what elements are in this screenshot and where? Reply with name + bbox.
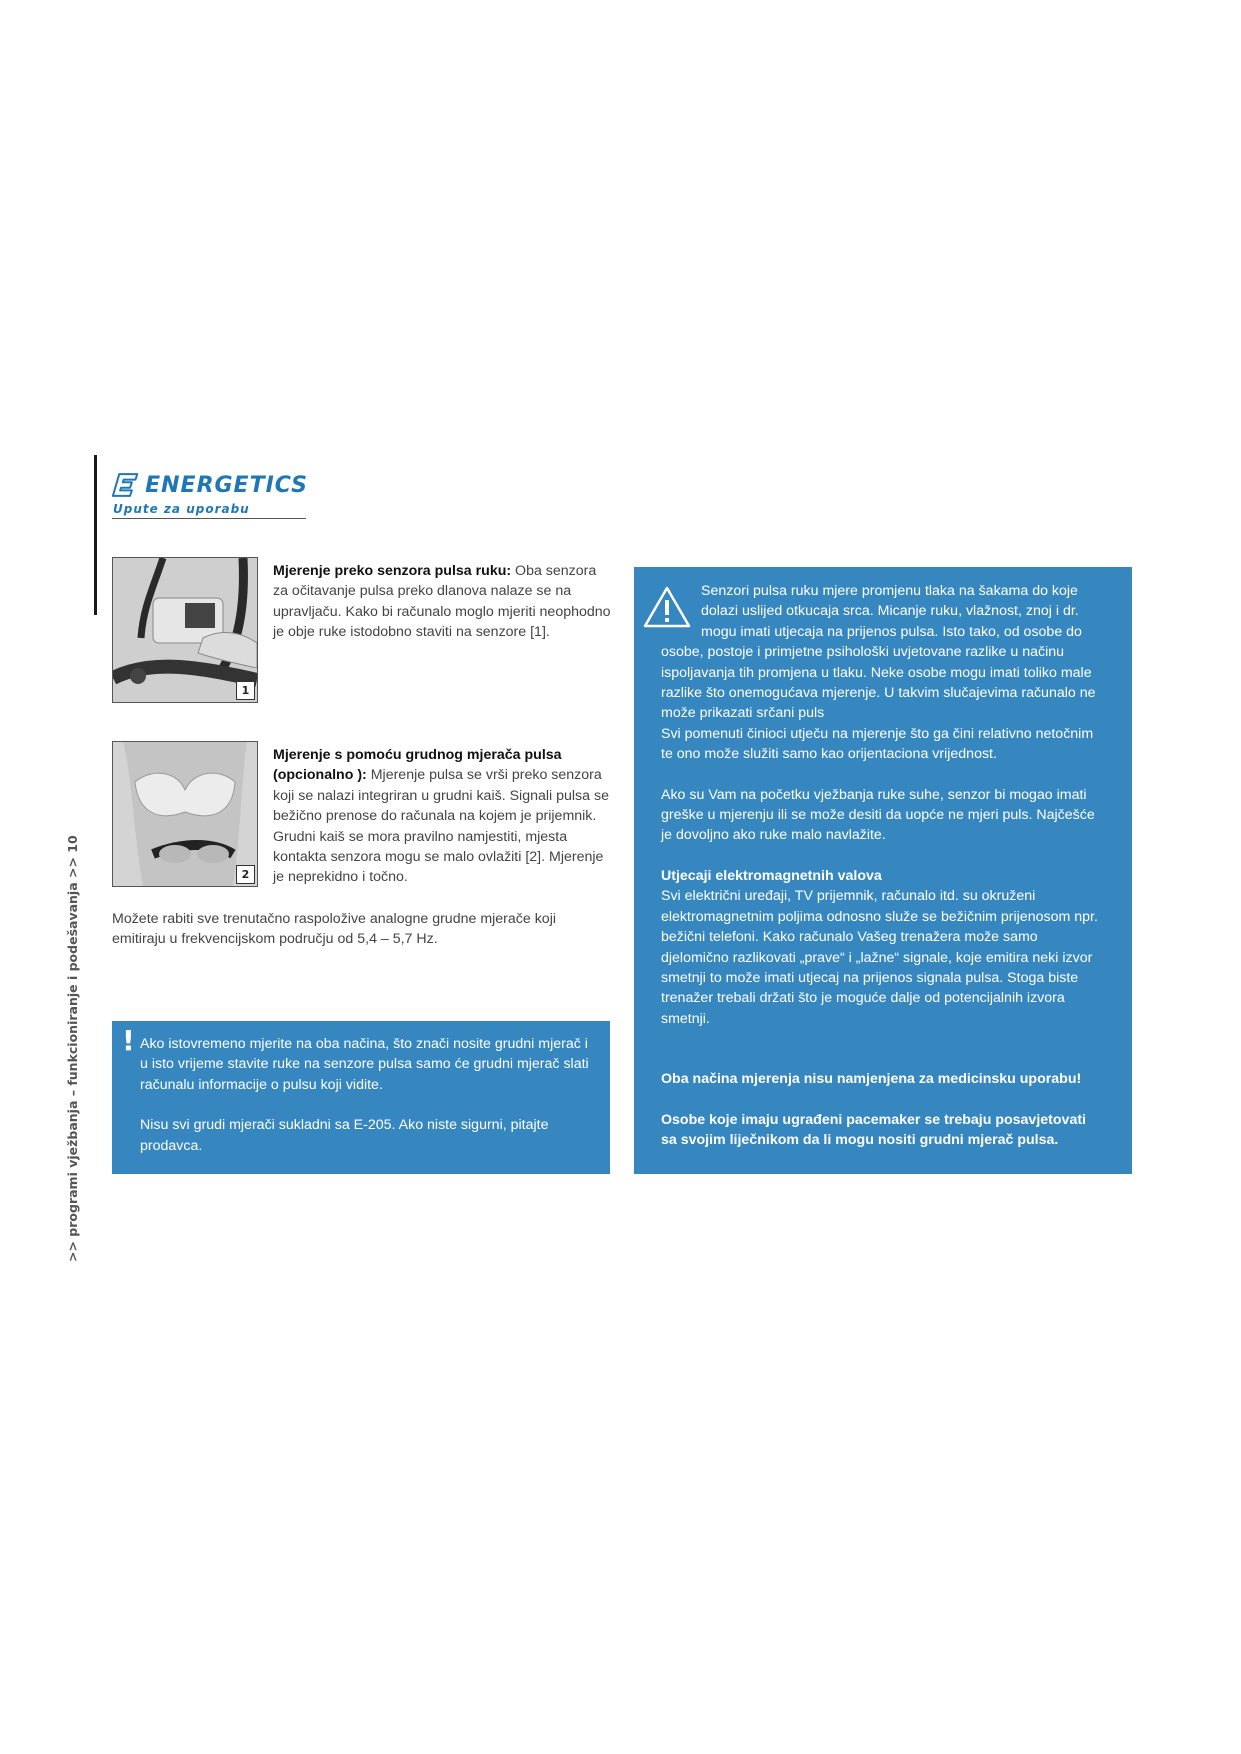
warning-para-1: Senzori pulsa ruku mjere promjenu tlaka na šakama do koje dolazi uslijed otkucaja srca. Micanje ruku, vlažnost, znoj i dr. mogu imati utjecaja na prijenos pulsa. Isto tako, od osobe do osobe, postoje i primjetne psihološki uvjetovane razlike u načinu ispoljavanja tih promjena u tlaku. Neke osobe mogu imati toliko male razlike što onemogućava mjerenje. U takvim slučajevima računalo ne može prikazati srčani puls (661, 583, 1096, 722)
notice-box (112, 1021, 610, 1174)
em-heading: Utjecaji elektromagnetnih valova (661, 867, 882, 884)
section1-heading: Mjerenje preko senzora pulsa ruku: (273, 563, 512, 579)
brand-subtitle: Upute za uporabu (112, 500, 306, 519)
section1-paragraph (273, 561, 613, 643)
warning-para-3: Ako su Vam na početku vježbanja ruke suhe, senzor bi mogao imati greške u mjerenju ili se može desiti da uopće ne mjeri puls. Najčešće je dovoljno ako ruke malo navlažite. (661, 786, 1095, 844)
section2-text: Mjerenje pulsa se vrši preko senzora koji se nalazi integriran u grudni kaiš. Signali pulsa se bežično prenose do računala na kojem je prijemnik. Grudni kaiš se mora pravilno namjestiti, mjesta kontakta senzora mogu se malo ovlažiti [2]. Mjerenje je neprekidno i točno. (273, 767, 609, 886)
page-side-label: >> programi vježbanja – funkcioniranje i podešavanja >> 10 (65, 835, 80, 1262)
section1-text: Oba senzora za očitavanje pulsa preko dlanova nalaze se na upravljaču. Kako bi računalo moglo mjeriti neophodno je obje ruke istodobno staviti na senzore [1]. (273, 563, 611, 641)
warning-triangle-icon (642, 585, 692, 629)
figure-2-photo (112, 741, 258, 887)
exclamation-icon: ! (122, 1024, 135, 1057)
figure-2-number: 2 (236, 865, 255, 884)
em-text: Svi električni uređaji, TV prijemnik, računalo itd. su okruženi elektromagnetnim poljima odnosno služe se bežičnim prijenosom npr. bežični telefoni. Kako računalo Vašeg trenažera može samo djelomično razlikovati „prave“ i „lažne“ signale, koje emitira neki izvor smetnji to može imati utjecaj na prijenos signala pulsa. Stoga biste trenažer trebali držati što je moguće dalje od potencijalnih izvora smetnji. (661, 888, 1098, 1027)
notice-para-2: Nisu svi grudi mjerači sukladni sa E-205. Ako niste sigurni, pitajte prodavca. (140, 1117, 549, 1154)
pacemaker-warning: Osobe koje imaju ugrađeni pacemaker se trebaju posavjetovati sa svojim liječnikom da li mogu nositi grudni mjerač pulsa. (661, 1111, 1086, 1148)
warning-para-2: Svi pomenuti činioci utječu na mjerenje što ga čini relativno netočnim te ono može služiti samo kao orijentaciona vrijednost. (661, 725, 1094, 763)
brand-name: ENERGETICS (145, 472, 308, 498)
section2-paragraph (273, 745, 613, 888)
figure-1-photo (112, 557, 258, 703)
header-rule (94, 455, 97, 615)
notice-para-1: Ako istovremeno mjerite na oba načina, što znači nosite grudni mjerač i u isto vrijeme stavite ruke na senzore pulsa samo će grudni mjerač slati računalu informacije o pulsu koji vidite. (140, 1036, 589, 1093)
warning-box (634, 567, 1132, 1174)
energetics-logo-icon (112, 470, 139, 500)
section2-heading: Mjerenje s pomoću grudnog mjerača pulsa (opcionalno ): (273, 747, 562, 784)
analog-note: Možete rabiti sve trenutačno raspoložive analogne grudne mjerače koji emitiraju u frekvencijskom području od 5,4 – 5,7 Hz. (112, 911, 557, 948)
figure-1-number: 1 (236, 681, 255, 700)
brand-logo (112, 470, 308, 519)
medical-warning: Oba načina mjerenja nisu namjenjena za medicinsku uporabu! (661, 1071, 1082, 1088)
